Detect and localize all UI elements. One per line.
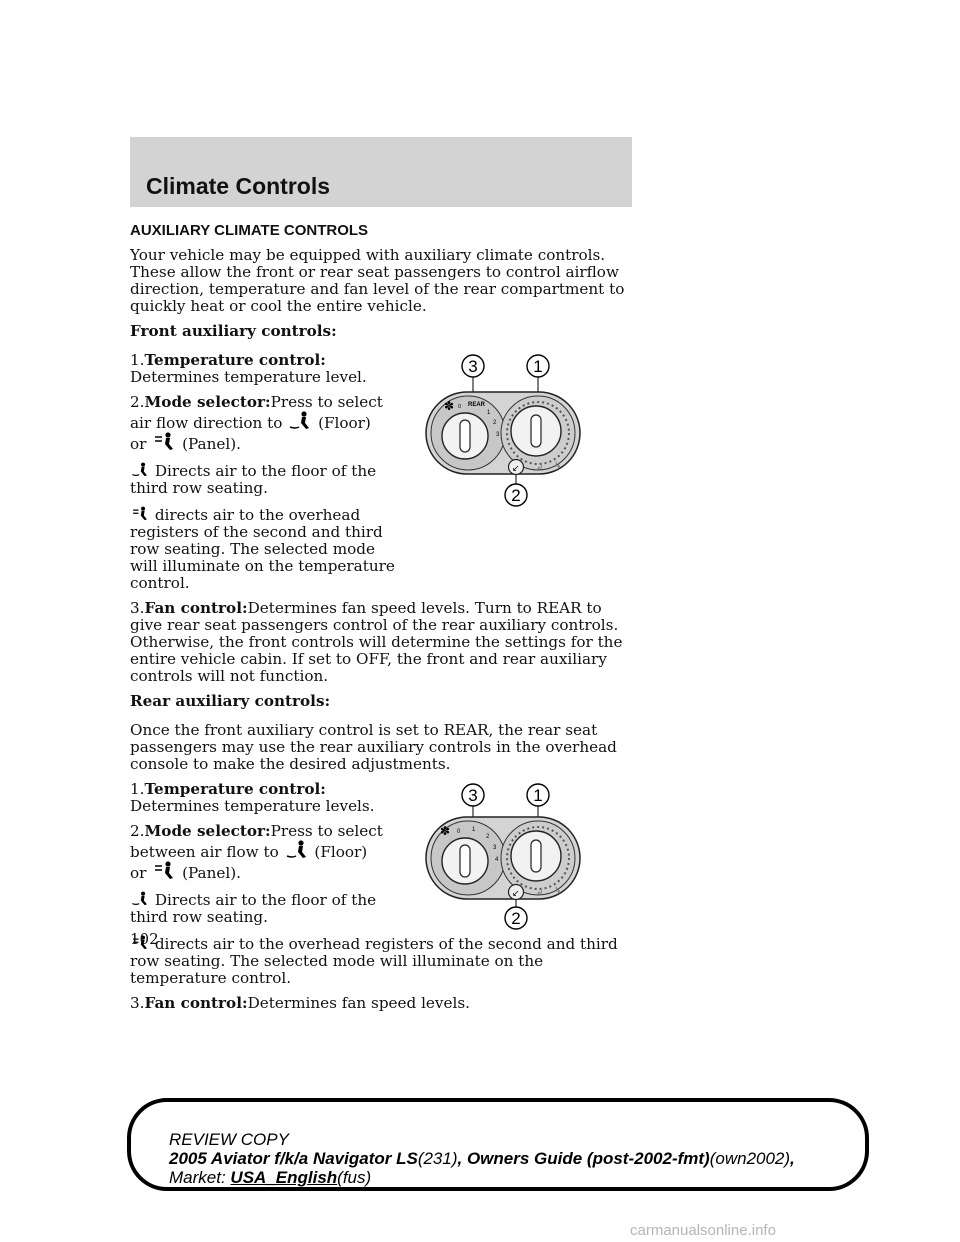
rear-intro: Once the front auxiliary control is set to REAR, the rear seat passengers may use the rear auxiliary controls in the overhead console to make the desired adjustments. xyxy=(130,721,617,773)
front-block xyxy=(130,352,632,685)
callout-3 xyxy=(462,784,484,819)
svg-text:1: 1 xyxy=(472,827,476,833)
rear-block xyxy=(130,781,632,1012)
rear-floor-desc: Directs air to the floor of the third row seating. xyxy=(130,891,377,926)
svg-text:2: 2 xyxy=(486,834,490,840)
front-item-2: 2.Mode selector:Press to select air flow direction to (Floor) or (Panel). xyxy=(130,393,383,453)
svg-text:2: 2 xyxy=(493,420,497,426)
front-floor-desc: Directs air to the floor of the third row seating. xyxy=(130,462,377,497)
floor-mode-icon xyxy=(130,461,150,479)
svg-text:0: 0 xyxy=(458,404,462,410)
callout-3 xyxy=(462,355,484,394)
svg-text:↙: ↙ xyxy=(512,889,520,899)
rear-controls-figure xyxy=(416,779,588,931)
intro-paragraph: Your vehicle may be equipped with auxiliary climate controls. These allow the front or rear seat passengers to control airflow direction, temperature and fan level of the rear compartment to quickly heat or cool the entire vehicle. xyxy=(130,246,625,315)
footer-text: REVIEW COPY 2005 Aviator f/k/a Navigator LS(231), Owners Guide (post-2002-fmt)(own2002), Market: USA_English(fus) xyxy=(169,1130,795,1187)
callout-1 xyxy=(527,784,549,819)
panel-mode-icon xyxy=(130,505,150,523)
front-item-1: 1.Temperature control: Determines temperature level. xyxy=(130,351,367,386)
front-panel-desc: directs air to the overhead registers of the second and third row seating. The selected mode will illuminate on the temperature control. xyxy=(130,506,395,592)
svg-text:↲: ↲ xyxy=(536,888,544,898)
svg-text:↳: ↳ xyxy=(554,461,562,471)
svg-text:4: 4 xyxy=(495,857,499,863)
panel-mode-icon xyxy=(151,432,177,452)
front-heading: Front auxiliary controls: xyxy=(130,322,337,340)
fan-icon: ✽ xyxy=(440,824,451,838)
front-item-3: 3.Fan control:Determines fan speed levels. Turn to REAR to give rear seat passengers control of the rear auxiliary controls. Otherwise, the front controls will determine the settings for the entire vehicle cabin. If set to OFF, the front and rear auxiliary controls will not function. xyxy=(130,599,623,685)
svg-text:↲: ↲ xyxy=(536,463,544,473)
svg-text:3: 3 xyxy=(493,845,497,851)
rear-panel-desc: directs air to the overhead registers of the second and third row seating. The selected mode will illuminate on the temperature control. xyxy=(130,935,618,987)
main-content xyxy=(130,220,632,1020)
watermark: carmanualsonline.info xyxy=(630,1222,776,1239)
section-heading: AUXILIARY CLIMATE CONTROLS xyxy=(130,222,369,239)
svg-text:↳: ↳ xyxy=(554,886,562,896)
callout-2 xyxy=(505,900,527,929)
rear-item-1: 1.Temperature control: Determines temperature levels. xyxy=(130,780,375,815)
svg-text:↙: ↙ xyxy=(512,464,520,474)
svg-text:1: 1 xyxy=(533,357,543,376)
svg-text:REAR: REAR xyxy=(468,402,486,408)
svg-text:2: 2 xyxy=(511,486,521,505)
review-footer xyxy=(127,1098,869,1191)
callout-1 xyxy=(527,355,549,394)
floor-mode-icon xyxy=(287,411,313,431)
page-title: Climate Controls xyxy=(146,173,331,199)
svg-text:3: 3 xyxy=(468,786,478,805)
fan-icon: ✽ xyxy=(444,399,455,413)
svg-text:3: 3 xyxy=(468,357,478,376)
floor-mode-icon xyxy=(130,890,150,908)
rear-item-2: 2.Mode selector:Press to select between air flow to (Floor) or (Panel). xyxy=(130,822,383,882)
svg-text:2: 2 xyxy=(511,909,521,928)
header-band xyxy=(130,137,632,207)
rear-heading: Rear auxiliary controls: xyxy=(130,692,331,710)
svg-text:1: 1 xyxy=(487,410,491,416)
page-number: 102 xyxy=(130,930,159,948)
svg-text:0: 0 xyxy=(457,829,461,835)
svg-text:1: 1 xyxy=(533,786,543,805)
callout-2 xyxy=(505,475,527,506)
floor-mode-icon xyxy=(284,840,310,860)
rear-item-3: 3.Fan control:Determines fan speed levels. xyxy=(130,994,470,1012)
panel-mode-icon xyxy=(151,861,177,881)
front-controls-figure xyxy=(416,350,588,510)
svg-text:3: 3 xyxy=(496,432,500,438)
